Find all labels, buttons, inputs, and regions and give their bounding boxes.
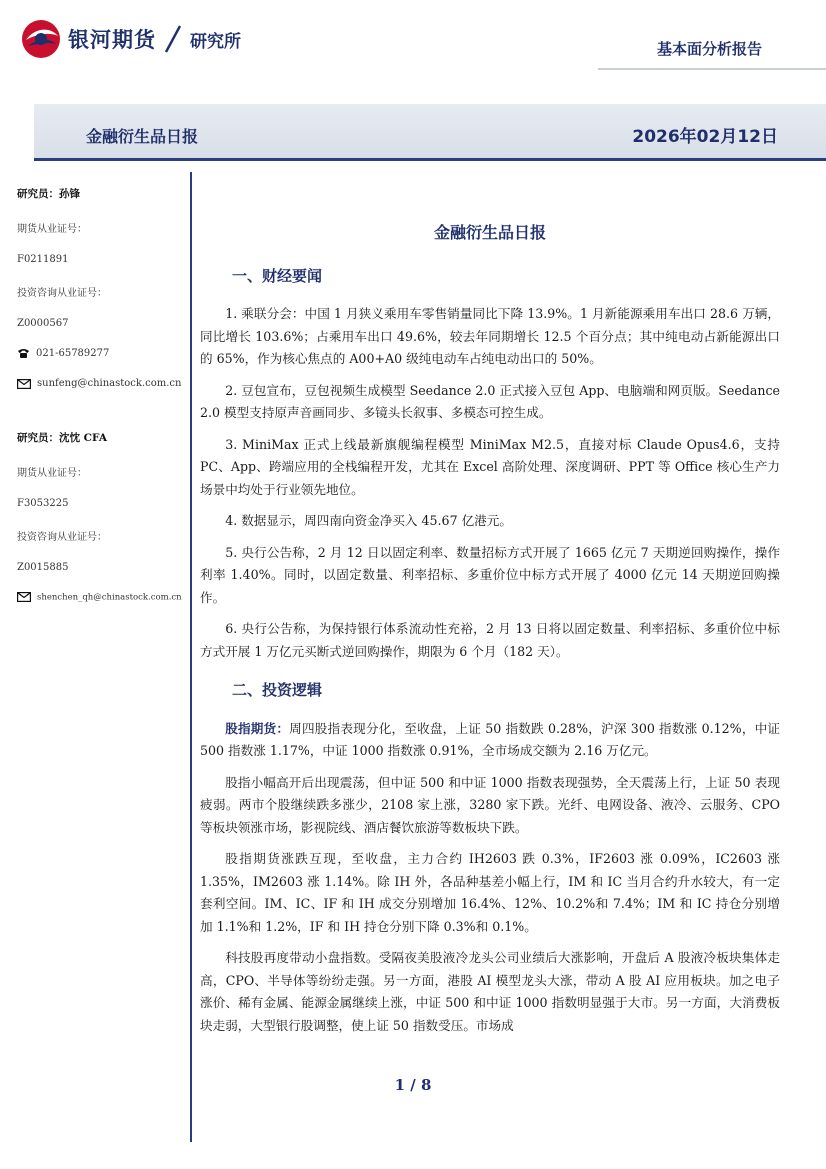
analyst-name: 研究员：沈忱 CFA [17, 432, 107, 444]
email-address[interactable]: sunfeng@chinastock.com.cn [37, 378, 182, 389]
logic-lead-text: 周四股指表现分化，至收盘，上证 50 指数跌 0.28%，沪深 300 指数涨 0.12%，中证 500 指数涨 1.17%，中证 1000 指数涨 0.91%，全市场成交额为 2.16 万亿元。 [200, 720, 780, 758]
report-type: 基本面分析报告 [656, 40, 762, 58]
page-number: 1 / 8 [394, 1076, 432, 1094]
news-item: 1. 乘联分会：中国 1 月狭义乘用车零售销量同比下降 13.9%。1 月新能源乘用车出口 28.6 万辆，同比增长 103.6%；占乘用车出口 49.6%，较去年同期增长 12.5 个百分点；其中纯电动占新能源出口的 65%，作为核心焦点的 A00+A0 级纯电动车占纯电动出口的 50%。 [200, 306, 780, 366]
news-item: 4. 数据显示，周四南向资金净买入 45.67 亿港元。 [225, 513, 512, 528]
section-heading-news: 一、财经要闻 [232, 266, 323, 285]
news-item: 3. MiniMax 正式上线最新旗舰编程模型 MiniMax M2.5，直接对标 Claude Opus4.6，支持 PC、App、跨端应用的全栈编程开发，尤其在 Excel 高阶处理、深度调研、PPT 等 Office 核心生产力场景中均处于行业领先地位。 [200, 436, 780, 497]
futures-license-label: 期货从业证号： [17, 224, 87, 235]
email-row[interactable] [17, 378, 185, 389]
analyst-card [17, 430, 185, 603]
advisory-license-id: Z0015885 [17, 562, 69, 573]
sidebar-divider [190, 172, 192, 1142]
phone-number: 021-65789277 [36, 348, 110, 359]
banner-title: 金融衍生品日报 [86, 127, 199, 146]
logic-lead-label: 股指期货： [225, 720, 290, 736]
email-row[interactable] [17, 592, 185, 603]
advisory-license-label: 投资咨询从业证号： [17, 532, 107, 543]
analyst-card [17, 186, 185, 389]
divider-slash [164, 24, 182, 54]
logic-paragraph: 科技股再度带动小盘指数。受隔夜美股液冷龙头公司业绩后大涨影响，开盘后 A 股液冷板块集体走高，CPO、半导体等纷纷走强。另一方面，港股 AI 模型龙头大涨，带动 A 股 AI 应用板块。加之电子涨价、稀有金属、能源金属继续上涨，中证 500 和中证 1000 指数明显强于大市。另一方面，大消费板块走弱，大型银行股调整，使上证 50 指数受压。市场成 [200, 950, 780, 1033]
report-date: 2026年02月12日 [632, 127, 778, 147]
futures-license-label: 期货从业证号： [17, 468, 87, 479]
section-heading-logic: 二、投资逻辑 [232, 681, 323, 699]
email-icon [17, 592, 31, 602]
page-title: 金融衍生品日报 [433, 223, 546, 242]
galaxy-logo-icon [20, 18, 62, 60]
logic-paragraph: 股指小幅高开后出现震荡，但中证 500 和中证 1000 指数表现强势，全天震荡上行，上证 50 表现疲弱。两市个股继续跌多涨少，2108 家上涨，3280 家下跌。光纤、电网设备、液冷、云服务、CPO 等板块领涨市场，影视院线、酒店餐饮旅游等数板块下跌。 [200, 774, 780, 835]
news-item: 6. 央行公告称，为保持银行体系流动性充裕，2 月 13 日将以固定数量、利率招标、多重价位中标方式开展 1 万亿元买断式逆回购操作，期限为 6 个月（182 天）。 [200, 621, 780, 659]
futures-license-id: F3053225 [17, 498, 69, 509]
phone-icon [17, 348, 30, 359]
phone-row [17, 348, 185, 359]
brand-logo [20, 18, 241, 60]
news-item: 5. 央行公告称，2 月 12 日以固定利率、数量招标方式开展了 1665 亿元 7 天期逆回购操作，操作利率 1.40%。同时，以固定数量、利率招标、多重价位中标方式开展了 4000 亿元 14 天期逆回购操作。 [200, 544, 780, 605]
email-icon [17, 379, 31, 389]
logic-paragraph [200, 718, 780, 763]
advisory-license-label: 投资咨询从业证号： [17, 288, 107, 299]
banner-rule [34, 158, 826, 161]
logic-paragraph: 股指期货涨跌互现，至收盘，主力合约 IH2603 跌 0.3%，IF2603 涨 0.09%，IC2603 涨 1.35%，IM2603 涨 1.14%。除 IH 外，各品种基差小幅上行，IM 和 IC 当月合约升水较大，有一定套利空间。IM、IC、IF 和 IH 成交分别增加 16.4%、12%、10.2%和 7.4%；IM 和 IC 持仓分别增加 1.1%和 1.2%，IF 和 IH 持仓分别下降 0.3%和 0.1%。 [200, 851, 780, 934]
header-rule [598, 68, 826, 70]
news-item: 2. 豆包宣布，豆包视频生成模型 Seedance 2.0 正式接入豆包 App、电脑端和网页版。Seedance 2.0 模型支持原声音画同步、多镜头长叙事、多模态可控生成。 [200, 382, 780, 420]
analyst-sidebar [17, 186, 185, 622]
advisory-license-id: Z0000567 [17, 318, 69, 329]
analyst-name: 研究员：孙锋 [17, 188, 80, 200]
email-address[interactable]: shenchen_qh@chinastock.com.cn [37, 592, 182, 603]
institute-name: 研究所 [190, 31, 241, 52]
report-body [200, 222, 780, 1046]
brand-name: 银河期货 [68, 28, 156, 52]
futures-license-id: F0211891 [17, 254, 69, 265]
